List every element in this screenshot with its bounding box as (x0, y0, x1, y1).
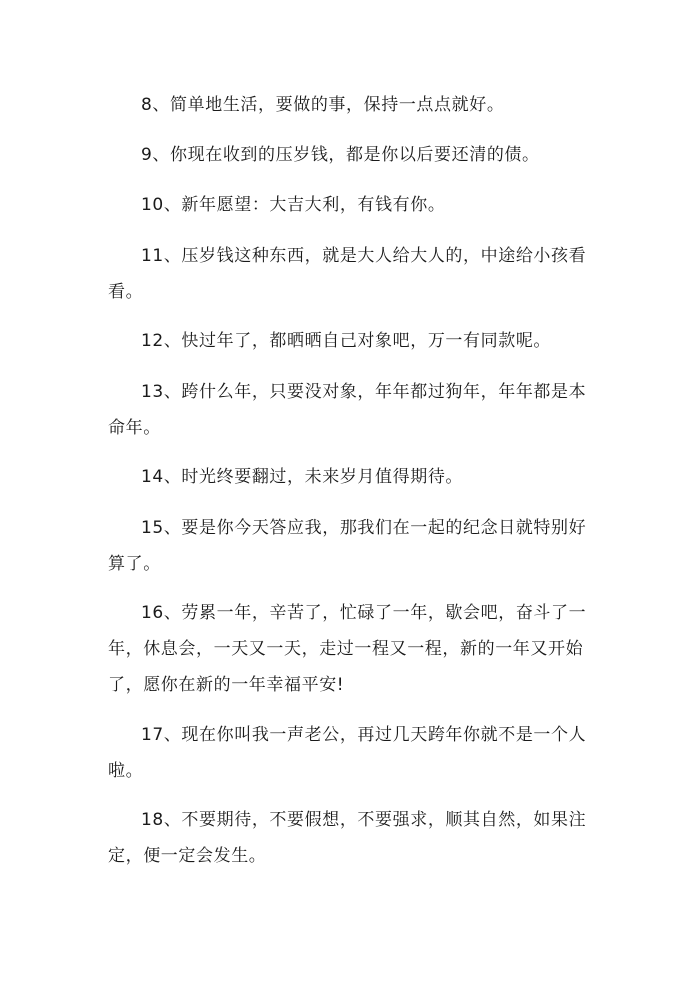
list-item: 14、时光终要翻过，未来岁月值得期待。 (141, 467, 464, 487)
list-item: 13、跨什么年，只要没对象，年年都过狗年，年年都是本命年。 (108, 382, 587, 438)
list-item: 15、要是你今天答应我，那我们在一起的纪念日就特别好算了。 (108, 518, 587, 574)
list-item: 17、现在你叫我一声老公，再过几天跨年你就不是一个人啦。 (108, 725, 587, 781)
list-item: 8、简单地生活，要做的事，保持一点点就好。 (141, 95, 505, 115)
list-item: 12、快过年了，都晒晒自己对象吧，万一有同款呢。 (141, 331, 552, 351)
list-item: 18、不要期待，不要假想，不要强求，顺其自然，如果注定，便一定会发生。 (108, 810, 587, 866)
list-item: 9、你现在收到的压岁钱，都是你以后要还清的债。 (141, 145, 540, 165)
list-item: 11、压岁钱这种东西，就是大人给大人的，中途给小孩看看。 (108, 246, 587, 302)
list-item: 16、劳累一年，辛苦了，忙碌了一年，歇会吧，奋斗了一年，休息会，一天又一天，走过一程又一程，新的一年又开始了，愿你在新的一年幸福平安! (108, 603, 587, 695)
list-item: 10、新年愿望：大吉大利，有钱有你。 (141, 195, 446, 215)
